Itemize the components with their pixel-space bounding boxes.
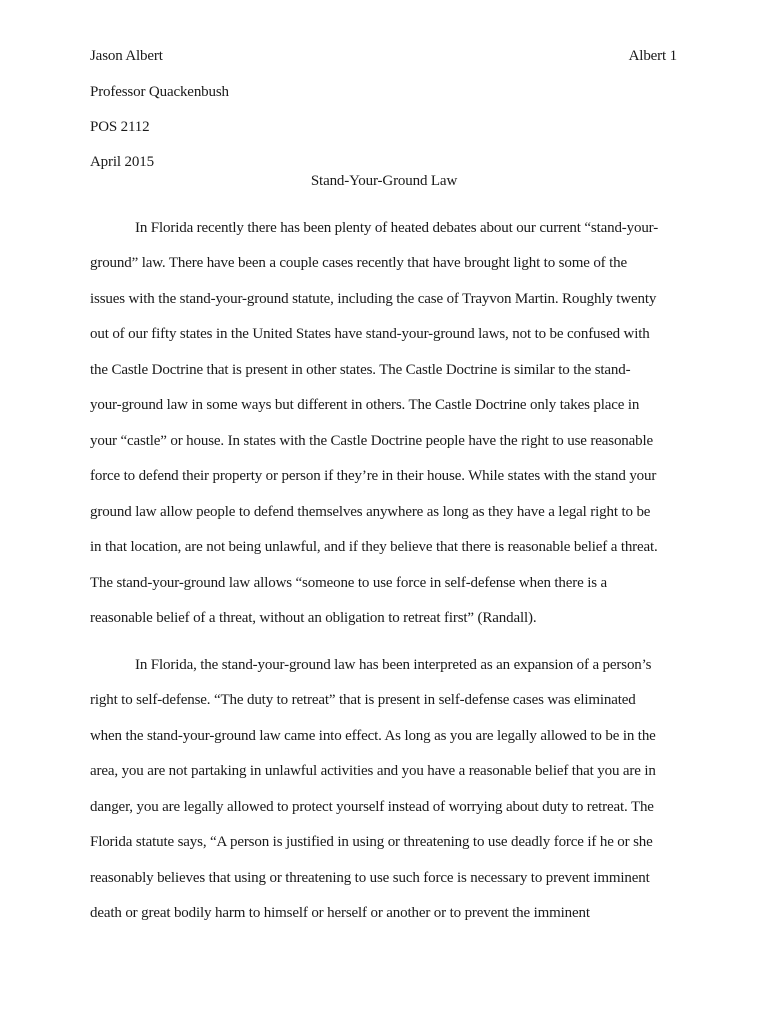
paragraph-line: in that location, are not being unlawful, and if they believe that there is reasonable belief a threat. <box>90 539 658 555</box>
professor-name: Professor Quackenbush <box>90 84 229 100</box>
running-head: Albert 1 <box>628 48 677 64</box>
paragraph-line: danger, you are legally allowed to protect yourself instead of worrying about duty to retreat. The <box>90 799 654 815</box>
paragraph-line: force to defend their property or person if they’re in their house. While states with the stand your <box>90 468 657 484</box>
paragraph-line: The stand-your-ground law allows “someone to use force in self-defense when there is a <box>90 575 608 591</box>
paragraph-line: In Florida, the stand-your-ground law has been interpreted as an expansion of a person’s <box>135 657 652 673</box>
paragraph-line: ground law allow people to defend themselves anywhere as long as they have a legal right to be <box>90 504 651 520</box>
date: April 2015 <box>90 154 154 170</box>
paragraph-line: reasonable belief of a threat, without an obligation to retreat first” (Randall). <box>90 610 537 626</box>
paragraph-line: Florida statute says, “A person is justified in using or threatening to use deadly force if he or she <box>90 834 653 850</box>
paragraph-line: area, you are not partaking in unlawful activities and you have a reasonable belief that you are in <box>90 763 656 779</box>
paragraph-line: your “castle” or house. In states with the Castle Doctrine people have the right to use reasonable <box>90 433 654 449</box>
paragraph-line: out of our fifty states in the United States have stand-your-ground laws, not to be confused with <box>90 326 650 342</box>
course-code: POS 2112 <box>90 119 150 135</box>
paragraph-line: death or great bodily harm to himself or herself or another or to prevent the imminent <box>90 905 590 921</box>
paragraph-line: ground” law. There have been a couple cases recently that have brought light to some of the <box>90 255 627 271</box>
paragraph-line: In Florida recently there has been plenty of heated debates about our current “stand-your- <box>135 220 659 236</box>
paragraph-line: reasonably believes that using or threatening to use such force is necessary to prevent imminent <box>90 870 650 886</box>
paragraph-line: when the stand-your-ground law came into effect. As long as you are legally allowed to be in the <box>90 728 656 744</box>
paragraph-line: right to self-defense. “The duty to retreat” that is present in self-defense cases was eliminated <box>90 692 636 708</box>
paragraph-line: issues with the stand-your-ground statute, including the case of Trayvon Martin. Roughly twenty <box>90 291 657 307</box>
paragraph-line: the Castle Doctrine that is present in other states. The Castle Doctrine is similar to the stand- <box>90 362 631 378</box>
student-name: Jason Albert <box>90 48 163 64</box>
paragraph-line: your-ground law in some ways but different in others. The Castle Doctrine only takes place in <box>90 397 640 413</box>
essay-title: Stand-Your-Ground Law <box>310 173 458 189</box>
